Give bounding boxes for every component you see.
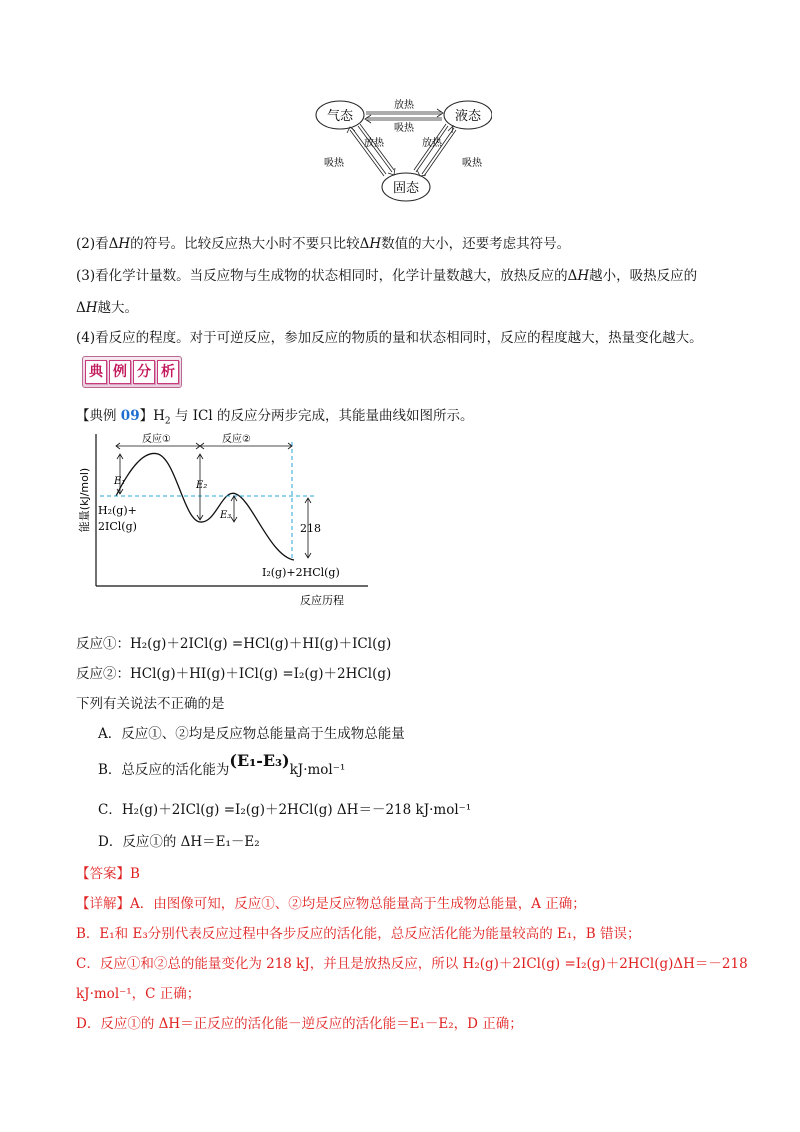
solid-label: 固态 — [392, 181, 420, 196]
e1-label: E₁ — [114, 476, 126, 487]
products-label: I₂(g)+2HCl(g) — [262, 566, 340, 579]
solid-to-liquid-label: 吸热 — [462, 158, 482, 169]
liquid-label: 液态 — [454, 109, 482, 124]
badge-char-2: 例 — [109, 360, 131, 384]
rule-3-delta: Δ — [76, 300, 86, 316]
example-number: 09 — [120, 408, 140, 424]
delta-value: 218 — [300, 522, 321, 535]
gas-label: 气态 — [326, 109, 354, 124]
reaction-2: 反应②：HCl(g)＋HI(g)＋ICl(g) =I₂(g)＋2HCl(g) — [76, 666, 392, 682]
energy-curve — [116, 453, 294, 560]
example-bracket-close: 】 — [139, 408, 154, 424]
rule-3-h-2: H — [85, 300, 98, 316]
y-axis-label: 能量(kJ/mol) — [78, 467, 91, 533]
rule-3-text-2: 越小，吸热反应的 — [589, 268, 698, 284]
e3-label: E₃ — [220, 510, 232, 521]
e2-label: E₂ — [196, 480, 208, 491]
x-axis-label: 反应历程 — [300, 594, 344, 607]
badge-char-3: 分 — [133, 360, 155, 384]
rule-3-h: H — [577, 268, 590, 284]
answer-label: 【答案】 — [76, 866, 130, 882]
rule-3-text-3: 越大。 — [97, 300, 139, 316]
rule-2-text: (2)看Δ — [76, 236, 119, 252]
step1-label: 反应① — [142, 434, 171, 445]
badge-char-1: 典 — [85, 360, 107, 384]
reactants-label-1: H₂(g)+ — [98, 504, 137, 517]
energy-diagram — [72, 428, 372, 610]
rule-2-h-2: H — [369, 236, 382, 252]
phase-change-diagram — [314, 96, 492, 204]
example-h: H — [153, 408, 165, 424]
step2-label: 反应② — [222, 434, 251, 445]
explanation-a-text: A．由图像可知，反应①、②均是反应物总能量高于生成物总能量，A 正确； — [130, 896, 586, 912]
option-a: A．反应①、②均是反应物总能量高于生成物总能量 — [98, 726, 405, 742]
explanation-d: D．反应①的 ΔH＝正反应的活化能－逆反应的活化能＝E₁－E₂，D 正确； — [76, 1016, 523, 1032]
rule-2-text-2: 的符号。比较反应热大小时不要只比较Δ — [130, 236, 370, 252]
option-b-formula: (E₁-E₃) — [229, 751, 290, 770]
gas-to-solid-label: 吸热 — [324, 158, 344, 169]
explanation-c-2: kJ·mol⁻¹，C 正确； — [76, 986, 201, 1002]
explanation-c-1: C．反应①和②总的能量变化为 218 kJ，并且是放热反应，所以 H₂(g)＋2ICl(g) =I₂(g)＋2HCl(g)ΔH＝－218 — [76, 956, 748, 972]
section-badge — [82, 356, 182, 388]
badge-char-4: 析 — [157, 360, 179, 384]
explanation-label: 【详解】 — [76, 896, 130, 912]
example-sub-2: 2 — [164, 416, 171, 427]
liquid-solid-arrows — [414, 124, 456, 176]
reactants-label-2: 2ICl(g) — [98, 520, 137, 533]
reaction-1: 反应①：H₂(g)＋2ICl(g) =HCl(g)＋HI(g)＋ICl(g) — [76, 636, 392, 652]
example-text: 与 ICl 的反应分两步完成，其能量曲线如图所示。 — [170, 408, 474, 424]
explanation-a — [76, 892, 586, 912]
rule-4: (4)看反应的程度。对于可逆反应，参加反应的物质的量和状态相同时，反应的程度越大，热量变化越大。 — [76, 330, 703, 346]
rule-2 — [76, 232, 570, 252]
question-stem: 下列有关说法不正确的是 — [76, 696, 225, 712]
gas-solid-arrows — [347, 124, 395, 176]
gas-liquid-arrows — [365, 109, 443, 123]
example-bracket-open: 【典例 — [76, 408, 121, 424]
rule-3 — [76, 264, 697, 284]
rule-3-text: (3)看化学计量数。当反应物与生成物的状态相同时，化学计量数越大，放热反应的Δ — [76, 268, 578, 284]
answer-value: B — [130, 866, 140, 882]
solid-to-gas-label: 放热 — [364, 138, 384, 149]
option-b-text: B．总反应的活化能为 — [98, 762, 230, 778]
example-title — [76, 404, 473, 427]
liquid-to-solid-label: 放热 — [422, 138, 442, 149]
rule-2-h: H — [118, 236, 131, 252]
option-d: D．反应①的 ΔH＝E₁－E₂ — [98, 834, 260, 850]
option-b — [98, 751, 346, 778]
gas-to-liquid-label: 放热 — [394, 100, 414, 111]
rule-3-cont — [76, 296, 138, 316]
option-c: C．H₂(g)＋2ICl(g) =I₂(g)＋2HCl(g) ΔH＝－218 kJ·mol⁻¹ — [98, 802, 472, 818]
answer — [76, 862, 140, 882]
explanation-b: B．E₁和 E₃分别代表反应过程中各步反应的活化能，总反应活化能为能量较高的 E₁，B 错误； — [76, 926, 641, 942]
rule-2-text-3: 数值的大小，还要考虑其符号。 — [381, 236, 571, 252]
option-b-unit: kJ·mol⁻¹ — [289, 762, 346, 778]
liquid-to-gas-label: 吸热 — [394, 123, 414, 134]
